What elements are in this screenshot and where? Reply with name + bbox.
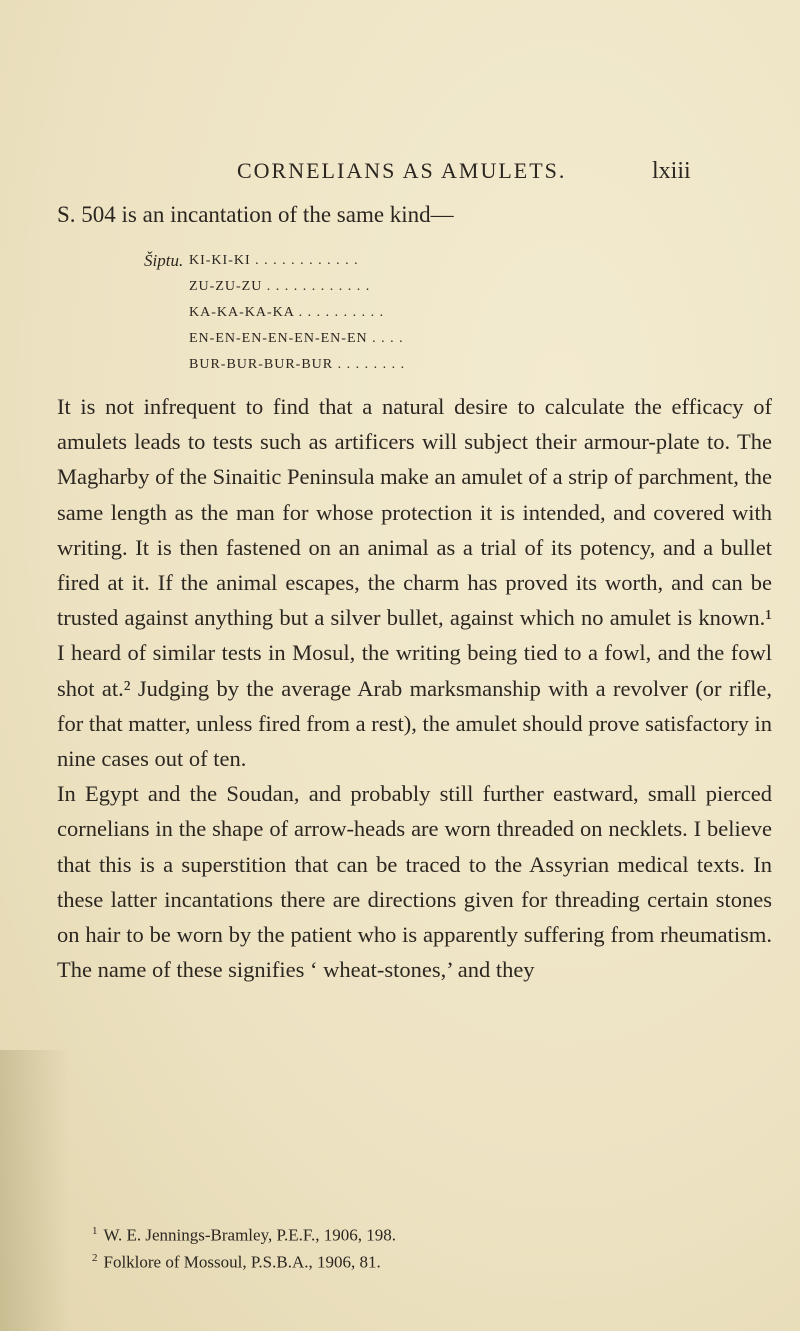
incantation-block [145, 248, 545, 378]
incantation-line [145, 352, 545, 378]
paragraph: In Egypt and the Soudan, and probably still further eastward, small pierced cornelians in the shape of arrow-heads are worn threaded on necklets. I believe that this is a superstition that can be traced to the Assyrian medical texts. In these latter incantations there are directions given for threading certain stones on hair to be worn by the patient who is apparently suffering from rheumatism. The name of these signifies ‘ wheat-stones,’ and they [57, 781, 772, 983]
incantation-line [145, 248, 545, 274]
incantation-line [145, 300, 545, 326]
running-head-title: CORNELIANS AS AMULETS. [237, 158, 567, 183]
intro-line: S. 504 is an incantation of the same kind— [57, 202, 454, 227]
body-text [57, 389, 772, 987]
paragraph: It is not infrequent to find that a natural desire to calculate the efficacy of amulets leads to tests such as artificers will subject their armour-plate to. The Magharby of the Sinaitic Peninsula make an amulet of a strip of parchment, the same length as the man for whose protection it is intended, and covered with writing. It is then fastened on an animal as a trial of its potency, and a bullet fired at it. If the animal escapes, the charm has proved its worth, and can be trusted against anything but a silver bullet, against which no amulet is known.¹ I heard of similar tests in Mosul, the writing being tied to a fowl, and the fowl shot at.² Judging by the average Arab marksmanship with a revolver (or rifle, for that matter, unless fired from a rest), the amulet should prove satisfactory in nine cases out of ten. [57, 394, 772, 772]
footnotes [92, 1220, 732, 1273]
incantation-line [145, 274, 545, 300]
incantation-text: EN-EN-EN-EN-EN-EN-EN . . . . [189, 331, 404, 346]
footnote-text: Folklore of Mossoul, P.S.B.A., 1906, 81. [103, 1252, 381, 1272]
footnote-text: W. E. Jennings-Bramley, P.E.F., 1906, 198. [103, 1225, 397, 1245]
footnote-mark: 2 [92, 1251, 98, 1264]
running-head [0, 158, 800, 188]
incantation-text: ZU-ZU-ZU . . . . . . . . . . . . [189, 279, 371, 294]
page-number: lxiii [652, 158, 691, 184]
incantation-text: KI-KI-KI . . . . . . . . . . . . [189, 253, 359, 268]
footnote [92, 1220, 732, 1247]
footnote [92, 1247, 732, 1274]
footnote-mark: 1 [92, 1225, 98, 1237]
incantation-line [145, 326, 545, 352]
page-stain [0, 1050, 70, 1331]
incantation-text: BUR-BUR-BUR-BUR . . . . . . . . [189, 357, 406, 372]
incantation-text: KA-KA-KA-KA . . . . . . . . . . [189, 305, 385, 320]
incantation-label: Šiptu. [144, 251, 184, 270]
